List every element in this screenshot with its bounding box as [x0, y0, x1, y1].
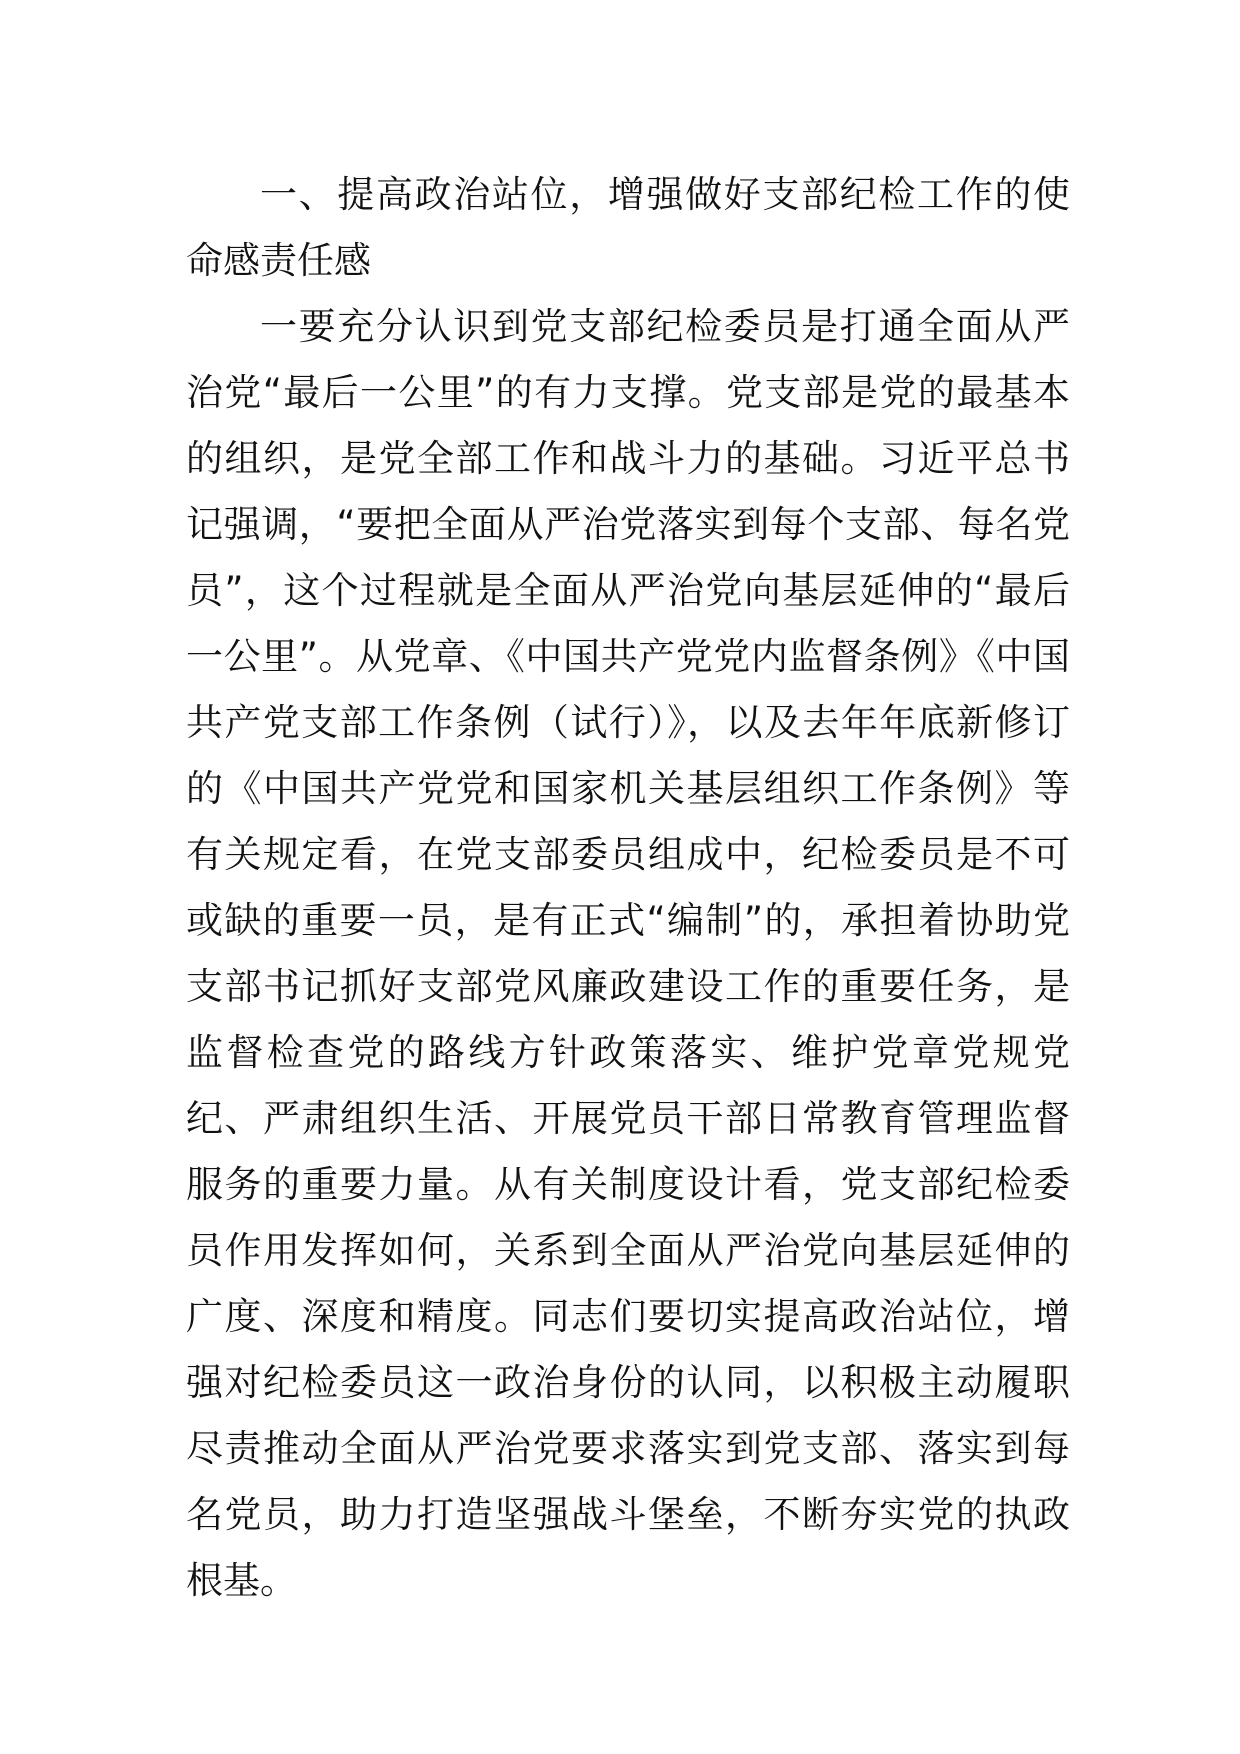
- section-heading: 一、提高政治站位，增强做好支部纪检工作的使命感责任感: [186, 173, 1070, 282]
- body-paragraph: 一要充分认识到党支部纪检委员是打通全面从严治党“最后一公里”的有力支撑。党支部是党的最基本的组织，是党全部工作和战斗力的基础。习近平总书记强调，“要把全面从严治党落实到每个支部、每名党员”，这个过程就是全面从严治党向基层延伸的“最后一公里”。从党章、《中国共产党党内监督条例》《中国共产党支部工作条例（试行）》，以及去年年底新修订的《中国共产党党和国家机关基层组织工作条例》等有关规定看，在党支部委员组成中，纪检委员是不可或缺的重要一员，是有正式“编制”的，承担着协助党支部书记抓好支部党风廉政建设工作的重要任务，是监督检查党的路线方针政策落实、维护党章党规党纪、严肃组织生活、开展党员干部日常教育管理监督服务的重要力量。从有关制度设计看，党支部纪检委员作用发挥如何，关系到全面从严治党向基层延伸的广度、深度和精度。同志们要切实提高政治站位，增强对纪检委员这一政治身份的认同，以积极主动履职尽责推动全面从严治党要求落实到党支部、落实到每名党员，助力打造坚强战斗堡垒，不断夯实党的执政根基。: [186, 305, 1070, 1602]
- document-body: [186, 162, 1070, 1614]
